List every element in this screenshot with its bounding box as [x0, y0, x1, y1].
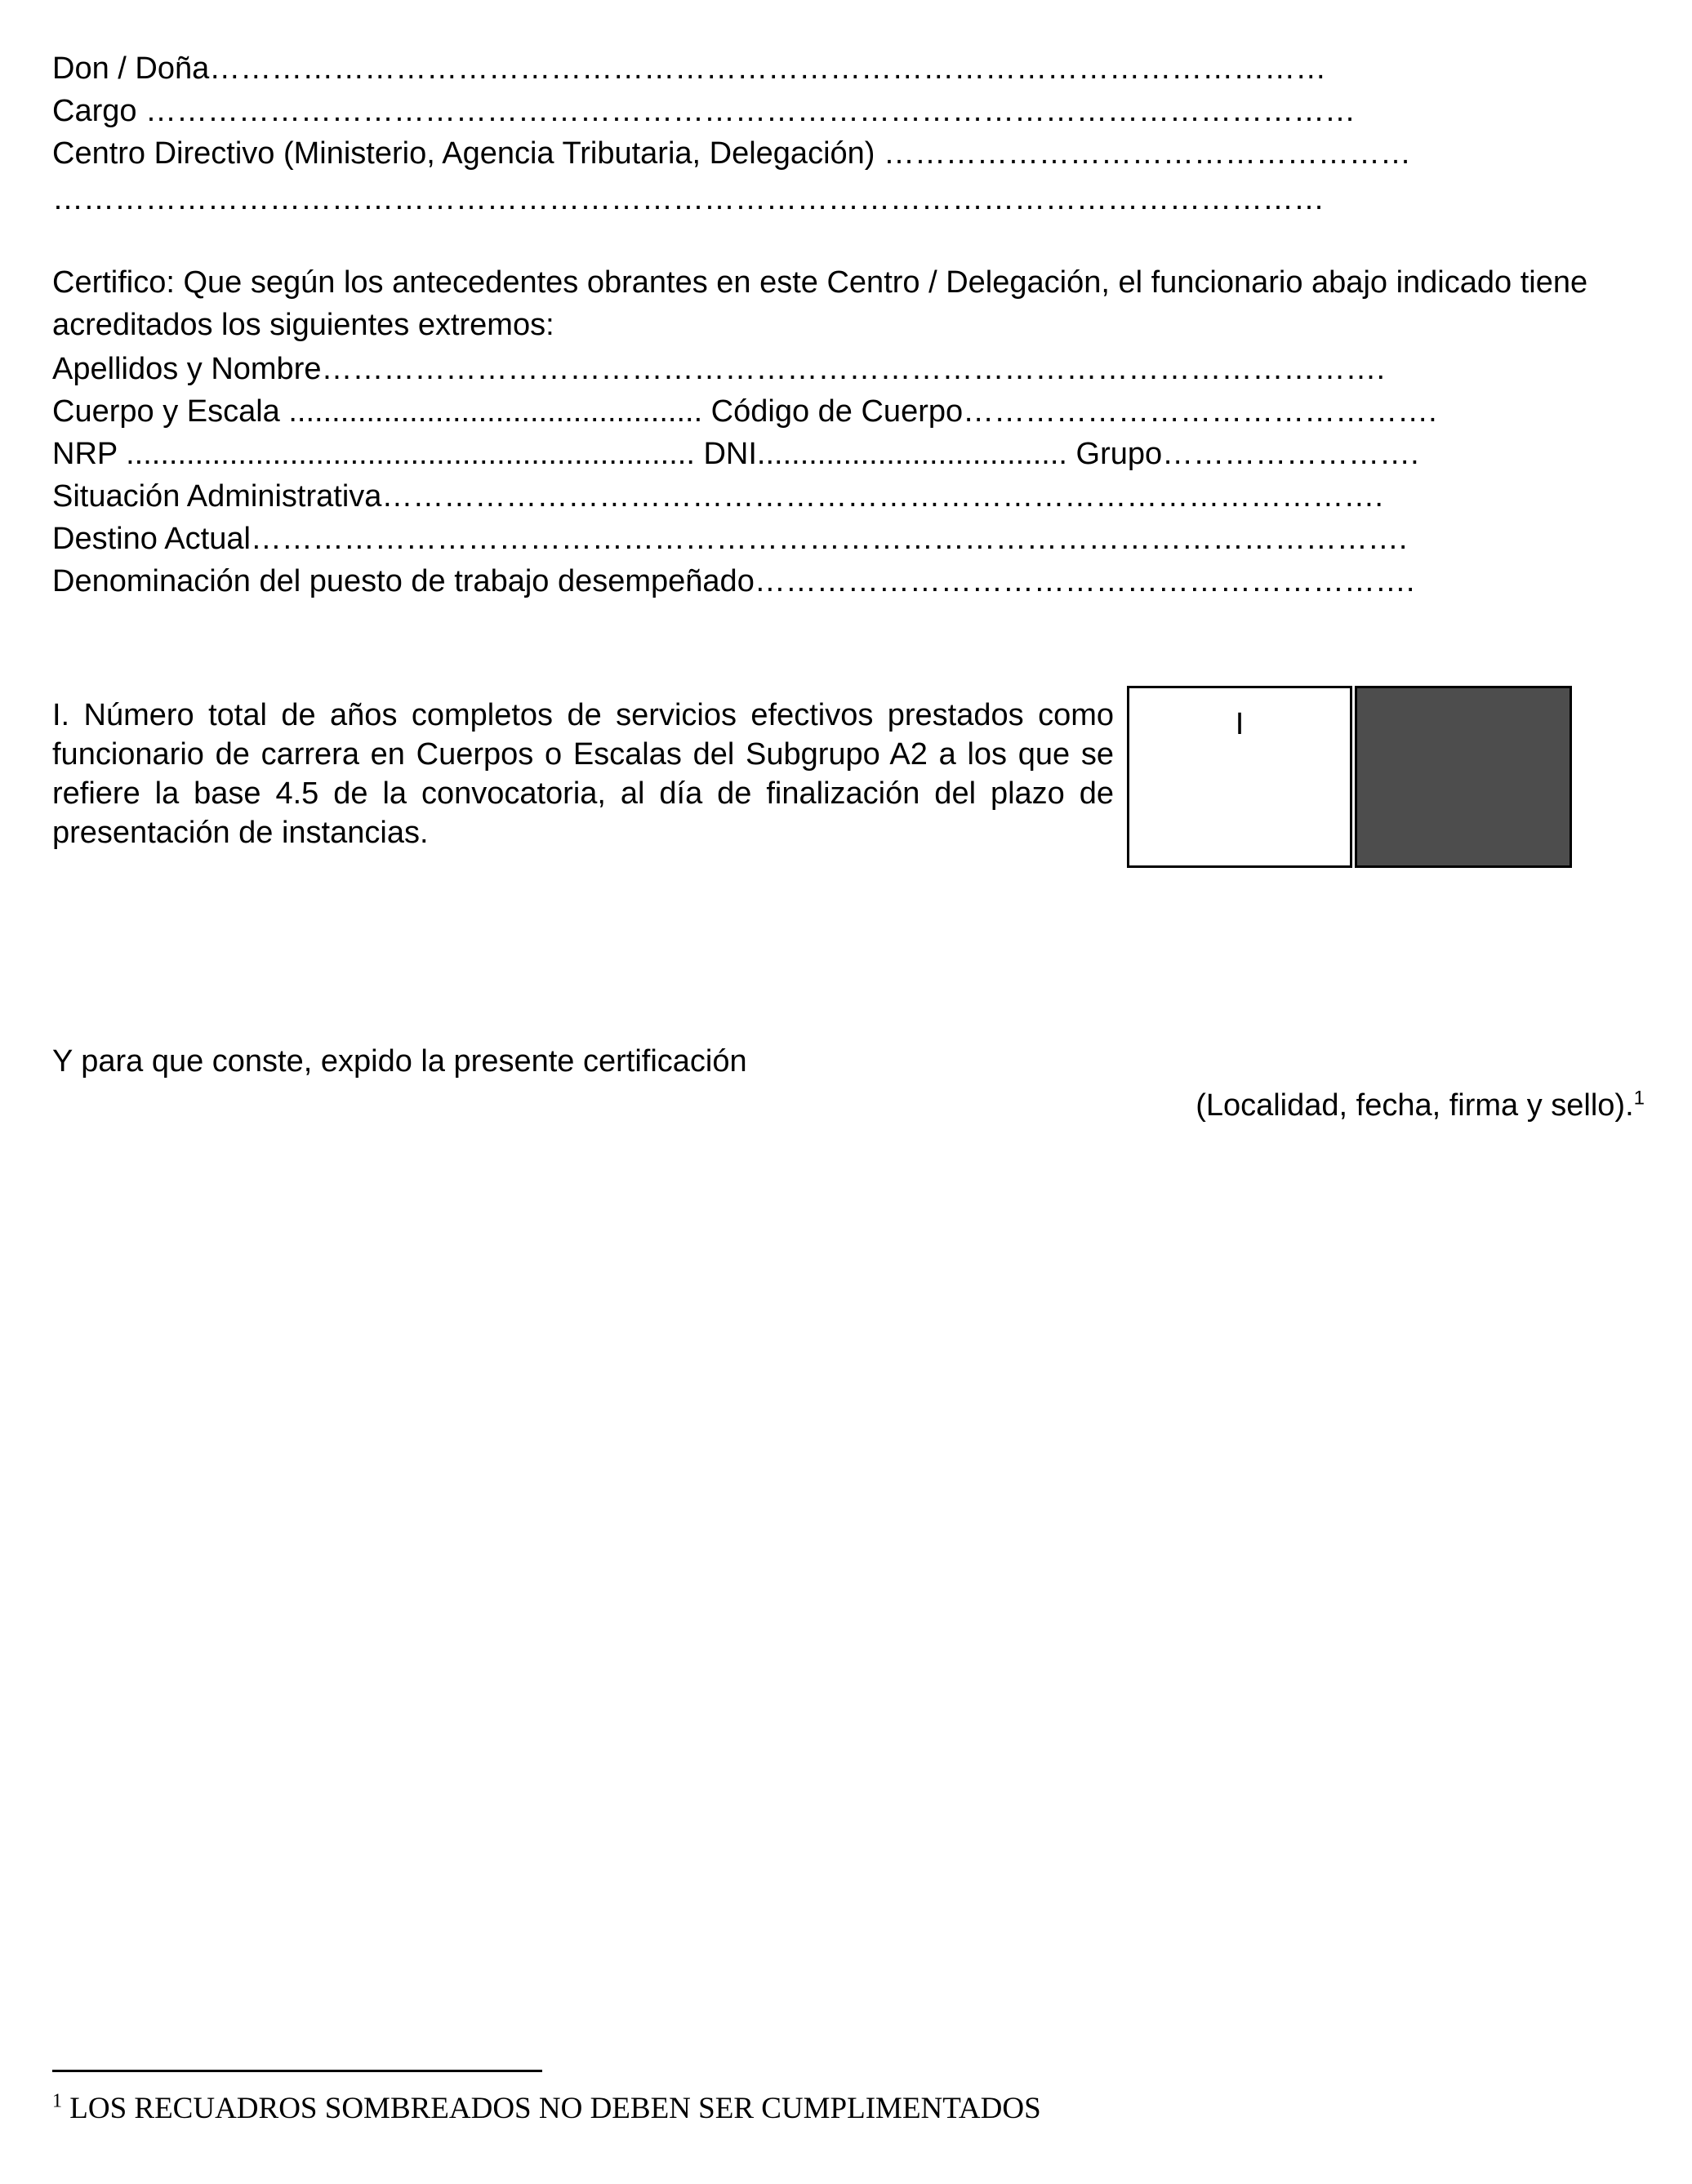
destino-actual-field: Destino Actual………………………………………………………………………………………………….: [52, 522, 1408, 556]
centro-directivo-continuation: ……………………………………………………………………………………………………………: [52, 182, 1325, 216]
footnote: [52, 2088, 1041, 2129]
signature-line: [1196, 1084, 1645, 1127]
apellidos-nombre-field: Apellidos y Nombre………………………………………………………………………………………….: [52, 352, 1386, 386]
don-dona-field: Don / Doña………………………………………………………………………………………………: [52, 51, 1327, 86]
score-box: [1127, 686, 1352, 868]
footnote-text: LOS RECUADROS SOMBREADOS NO DEBEN SER CUMPLIMENTADOS: [62, 2092, 1041, 2125]
signature-text: (Localidad, fecha, firma y sello).: [1196, 1088, 1634, 1123]
footnote-separator: [52, 2070, 542, 2072]
footnote-number: 1: [52, 2090, 62, 2112]
denominacion-puesto-field: Denominación del puesto de trabajo desempeñado……………………………………………………….: [52, 564, 1415, 598]
shaded-box: [1355, 686, 1572, 868]
footnote-ref: 1: [1633, 1087, 1645, 1110]
item-i-description: I. Número total de años completos de servicios efectivos prestados como funcionario de carrera en Cuerpos o Escalas del Subgrupo A2 a los que se refiere la base 4.5 de la convocatoria, al día de finalización del plazo de presentación de instancias.: [52, 698, 1114, 850]
cargo-field: Cargo ………………………………………………………………………………………………………: [52, 94, 1356, 128]
situacion-administrativa-field: Situación Administrativa…………………………………………………………………………………….: [52, 479, 1383, 514]
centro-directivo-field: Centro Directivo (Ministerio, Agencia Tributaria, Delegación) ……………………………………………: [52, 136, 1411, 171]
closing-statement: Y para que conste, expido la presente certificación: [52, 1044, 747, 1079]
cuerpo-escala-field: Cuerpo y Escala ................................................ Código de Cuerpo……………………………………….: [52, 394, 1437, 429]
score-box-label: I: [1235, 707, 1245, 741]
nrp-dni-grupo-field: NRP .................................................................. DNI.................................... Grupo…………………….: [52, 437, 1419, 471]
certifico-statement: Certifico: Que según los antecedentes obrantes en este Centro / Delegación, el funcionario abajo indicado tiene acreditados los siguientes extremos:: [52, 265, 1588, 342]
